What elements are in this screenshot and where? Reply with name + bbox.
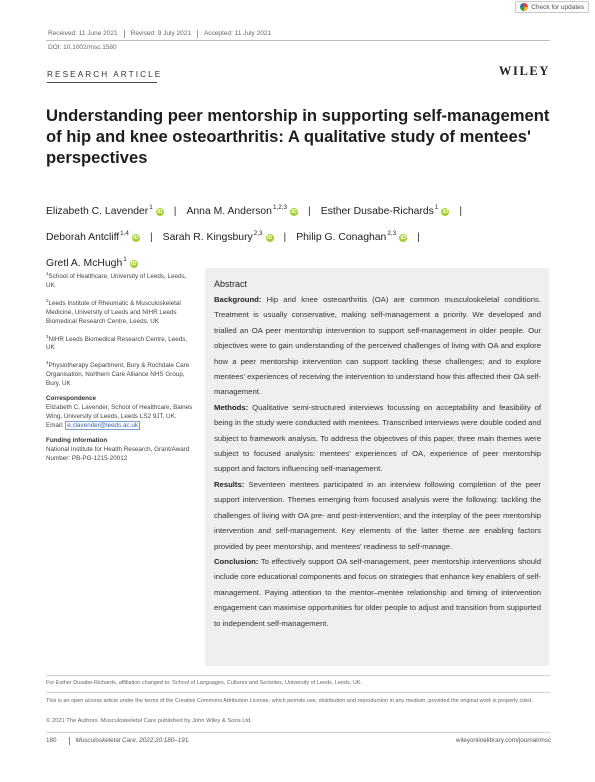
affiliation (46, 270, 196, 291)
author-list (46, 197, 554, 275)
affiliation-footnote: For Esther Dusabe-Richards, affiliation changed to: School of Languages, Cultures and Societies, University of Leeds, Leeds, UK. (46, 680, 363, 686)
results-label: Results: (214, 479, 245, 489)
author[interactable] (186, 206, 298, 217)
email-label: Email: (46, 421, 66, 429)
page-number: 180 (46, 737, 57, 744)
publisher-logo: WILEY (498, 64, 550, 78)
author-name: Sarah R. Kingsbury (162, 232, 253, 243)
affiliation-number: 3 (46, 333, 49, 339)
article-sidebar (46, 270, 196, 469)
email-link[interactable]: e.clavender@leeds.ac.uk (67, 421, 139, 429)
header-rule (46, 40, 550, 41)
conclusion-text: To effectively support OA self-management, peer mentorship interventions should include core educational components and focus on strategies that enhance key enablers of self-management. Paying attention to the mentor–mentee relationship and timing of intervention engagement can maximise opportunities for older people to adjust and transition from supported to independent self-management. (214, 556, 541, 628)
methods-label: Methods: (214, 402, 249, 412)
abstract-methods (214, 400, 541, 477)
author-affiliation-mark: 1 (149, 204, 153, 211)
divider (69, 737, 70, 745)
author-affiliation-mark: 2,3 (253, 230, 263, 237)
footer-rule (46, 732, 550, 733)
author-name: Elizabeth C. Lavender (46, 206, 149, 217)
affiliation-number: 1 (46, 271, 49, 276)
author-affiliation-mark: 1 (434, 204, 439, 211)
divider (197, 30, 198, 38)
abstract-background (214, 292, 541, 400)
page-footer (46, 737, 551, 745)
author[interactable] (46, 206, 164, 217)
orcid-icon[interactable]: iD (133, 235, 139, 241)
abstract-results (214, 477, 541, 554)
license-text: This is an open access article under the terms of the Creative Commons Attribution License, which permits use, distribution and reproduction in any medium, provided the original work is properly cited. (46, 698, 533, 704)
correspondence-heading: Correspondence (46, 395, 97, 403)
license-rule (46, 692, 550, 693)
divider (124, 30, 125, 38)
author-name: Anna M. Anderson (186, 206, 272, 217)
methods-text: Qualitative semi-structured interviews focussing on acceptability and feasibility of being in the study were conducted with mentees. Transcribed interviews were double coded and subject to framework analysis. To address the objectives of this paper, three main themes were subject to focused analysis: mentees' experiences of OA, experience of peer mentorship support and factors influencing self-management. (214, 402, 542, 474)
doi[interactable]: DOI: 10.1002/msc.1580 (48, 44, 117, 51)
abstract-heading: Abstract (214, 279, 248, 289)
received-date: Received: 11 June 2021 (48, 30, 118, 37)
results-text: Seventeen mentees participated in an interview following completion of the peer support intervention. Themes emerging from focused analysis were the following: tackling the challenges of living with OA pre- and post-intervention; and the interplay of the peer mentorship intervention and self-management. Key elements of the latter theme are enabling factors provided by peer mentorship, and mentees' readiness to self-manage. (214, 479, 541, 551)
author[interactable] (46, 258, 138, 269)
affiliation-number: 2 (46, 297, 49, 303)
affiliation-text: Leeds Institute of Rheumatic & Musculoskeletal Medicine, University of Leeds and NIHR Leeds Biomedical Research Centre, Leeds, UK (46, 299, 181, 325)
author-affiliation-mark: 1,2,3 (272, 204, 287, 211)
orcid-icon[interactable]: iD (400, 235, 406, 241)
journal-url[interactable]: wileyonlinelibrary.com/journal/msc (455, 737, 551, 744)
affiliation-number: 4 (46, 360, 49, 366)
correspondence-block (46, 404, 196, 431)
funding-heading: Funding information (46, 436, 108, 444)
category-underline (47, 82, 157, 83)
author-affiliation-mark: 1 (123, 256, 127, 263)
funding-text: National Institute for Health Research, Grant/Award Number: PB-PG-1215-20012 (46, 445, 190, 462)
author-name: Esther Dusabe-Richards (320, 206, 434, 217)
article-dates (48, 30, 271, 38)
revised-date: Revised: 9 July 2021 (130, 30, 191, 37)
orcid-icon[interactable]: iD (266, 235, 273, 241)
author-name: Gretl A. McHugh (46, 258, 123, 269)
article-title: Understanding peer mentorship in supporting self-management of hip and knee osteoarthritis: A qualitative study of mentees' perspectives (46, 106, 550, 167)
abstract-box (205, 268, 549, 666)
author[interactable] (46, 232, 140, 243)
conclusion-label: Conclusion: (214, 556, 259, 566)
author-separator: | (283, 232, 287, 243)
footnote-rule (46, 675, 550, 676)
crossmark-icon (520, 3, 528, 11)
check-updates-label: Check for updates (531, 3, 584, 11)
copyright: © 2021 The Authors. Musculoskeletal Care published by John Wiley & Sons Ltd. (46, 718, 252, 724)
orcid-icon[interactable]: iD (130, 261, 137, 267)
affiliation-text: School of Healthcare, University of Leeds, Leeds, UK (46, 273, 187, 289)
affiliation (46, 297, 196, 327)
orcid-icon[interactable]: iD (291, 209, 297, 215)
author-affiliation-mark: 2,3 (387, 230, 397, 237)
affiliation-text: NIHR Leeds Biomedical Research Centre, Leeds, UK (46, 335, 188, 352)
article-category: RESEARCH ARTICLE (47, 70, 163, 79)
author-name: Philip G. Conaghan (296, 232, 387, 243)
author-separator: | (459, 206, 463, 217)
background-text: Hip and knee osteoarthritis (OA) are common musculoskeletal conditions. Treatment is usually conservative, making self-management a priority. We developed and trialled an OA peer mentorship intervention to support self-management in older people. Our objectives were to gain understanding of the perceived challenges of living with OA and explore how a peer mentorship intervention can support tackling these challenges; and to explore mentees' experiences of receiving the intervention to understand how this affected their OA self-management. (214, 295, 542, 397)
author[interactable] (163, 232, 274, 243)
author-name: Deborah Antcliff (46, 232, 120, 243)
background-label: Background: (214, 295, 262, 304)
author-separator: | (307, 206, 311, 217)
affiliation (46, 359, 196, 389)
affiliation-text: Physiotherapy Department, Bury & Rochdale Care Organisation, Northern Care Alliance NHS Group, Bury, UK (46, 362, 190, 388)
author[interactable] (296, 232, 407, 243)
journal-citation: Musculoskeletal Care. 2022;20:180–191. (75, 737, 190, 744)
orcid-icon[interactable]: iD (442, 209, 449, 215)
author-separator: | (417, 232, 420, 243)
abstract-conclusion (214, 554, 541, 631)
author-affiliation-mark: 1,4 (120, 230, 129, 237)
author-separator: | (149, 232, 153, 243)
correspondence-text: Elizabeth C. Lavender, School of Healthcare, Baines Wing, University of Leeds, Leeds LS2 9JT, UK. (46, 403, 193, 420)
accepted-date: Accepted: 11 July 2021 (203, 30, 272, 37)
author[interactable] (321, 206, 450, 217)
orcid-icon[interactable]: iD (156, 209, 163, 215)
author-separator: | (173, 206, 177, 217)
check-for-updates-badge[interactable] (515, 1, 589, 13)
affiliation (46, 333, 196, 354)
